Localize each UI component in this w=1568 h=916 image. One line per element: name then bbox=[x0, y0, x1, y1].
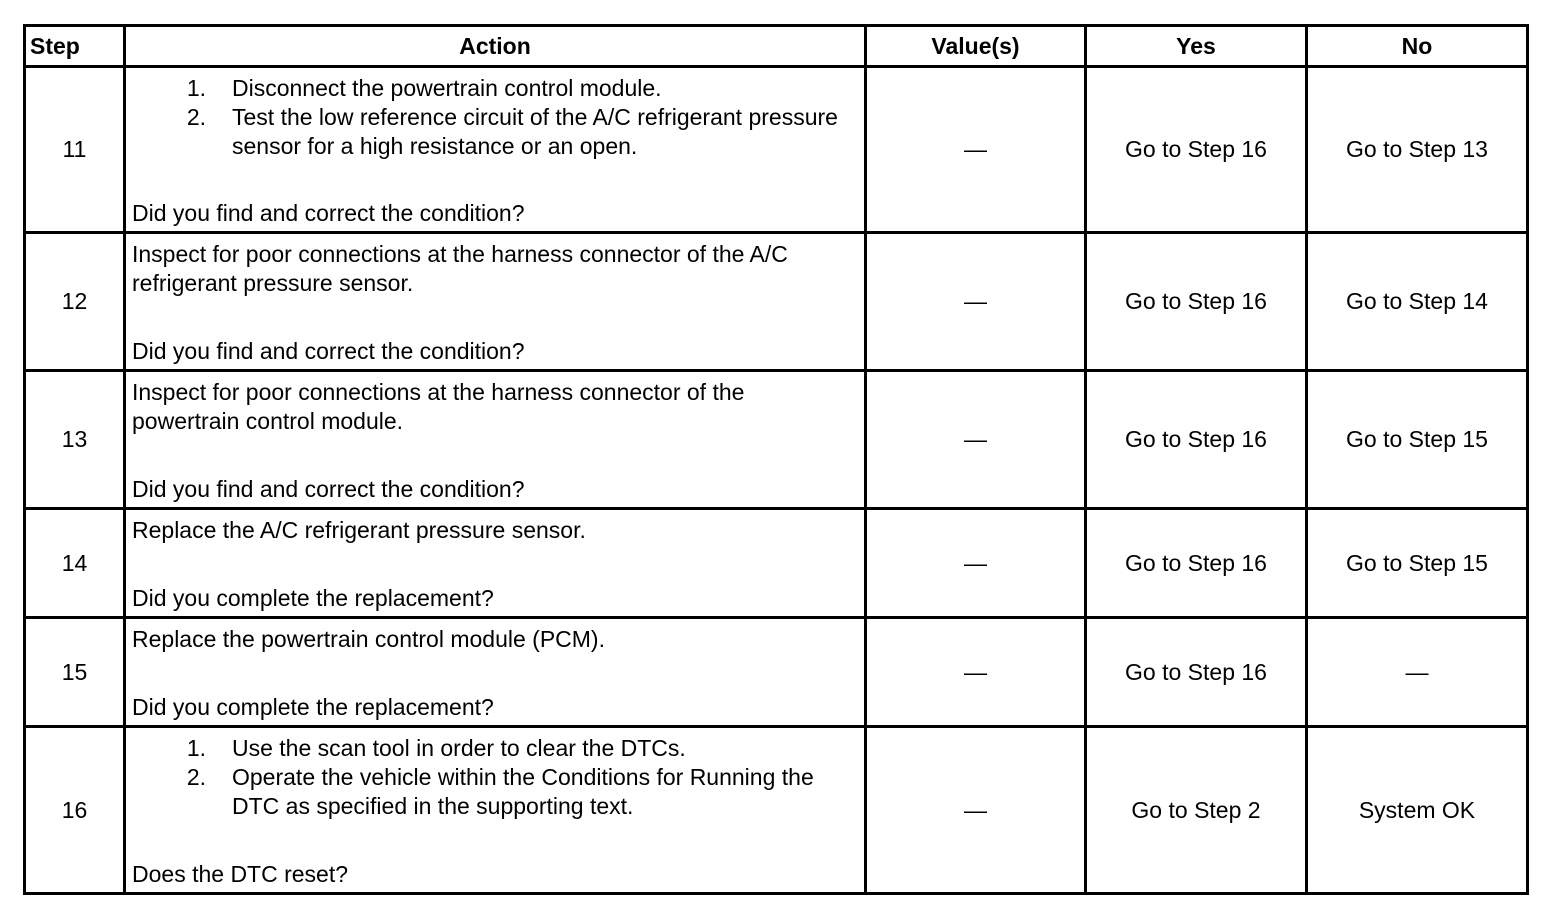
yes-cell: Go to Step 16 bbox=[1086, 67, 1307, 233]
header-action: Action bbox=[125, 26, 866, 67]
header-yes: Yes bbox=[1086, 26, 1307, 67]
step-number: 11 bbox=[25, 67, 125, 233]
list-item-number: 1. bbox=[186, 74, 206, 101]
action-text: Replace the powertrain control module (PCM). bbox=[132, 625, 605, 652]
list-item bbox=[132, 74, 864, 103]
no-cell: Go to Step 15 bbox=[1307, 509, 1528, 618]
no-cell: System OK bbox=[1307, 727, 1528, 894]
action-cell bbox=[125, 371, 866, 509]
no-cell: Go to Step 14 bbox=[1307, 233, 1528, 371]
table-row bbox=[25, 371, 1528, 509]
action-question: Did you find and correct the condition? bbox=[132, 337, 525, 364]
action-text: Inspect for poor connections at the harness connector of the powertrain control module. bbox=[132, 378, 745, 434]
value-cell: — bbox=[866, 233, 1086, 371]
value-cell: — bbox=[866, 371, 1086, 509]
table-row bbox=[25, 618, 1528, 727]
value-cell: — bbox=[866, 67, 1086, 233]
list-item-number: 2. bbox=[186, 763, 206, 790]
table-row bbox=[25, 67, 1528, 233]
step-number: 13 bbox=[25, 371, 125, 509]
action-question: Does the DTC reset? bbox=[132, 860, 349, 887]
action-text: Inspect for poor connections at the harness connector of the A/C refrigerant pressure sensor. bbox=[132, 240, 788, 296]
list-item-text: Test the low reference circuit of the A/C refrigerant pressure sensor for a high resistance or an open. bbox=[232, 103, 838, 159]
no-cell: — bbox=[1307, 618, 1528, 727]
header-step: Step bbox=[25, 26, 125, 67]
yes-cell: Go to Step 2 bbox=[1086, 727, 1307, 894]
header-no: No bbox=[1307, 26, 1528, 67]
step-number: 12 bbox=[25, 233, 125, 371]
value-cell: — bbox=[866, 727, 1086, 894]
no-cell: Go to Step 13 bbox=[1307, 67, 1528, 233]
diagnostic-table bbox=[23, 24, 1529, 895]
yes-cell: Go to Step 16 bbox=[1086, 233, 1307, 371]
yes-cell: Go to Step 16 bbox=[1086, 509, 1307, 618]
list-item bbox=[132, 763, 864, 821]
action-cell bbox=[125, 67, 866, 233]
step-number: 14 bbox=[25, 509, 125, 618]
list-item-number: 1. bbox=[186, 734, 206, 761]
step-number: 16 bbox=[25, 727, 125, 894]
header-values: Value(s) bbox=[866, 26, 1086, 67]
list-item bbox=[132, 734, 864, 763]
value-cell: — bbox=[866, 618, 1086, 727]
action-question: Did you complete the replacement? bbox=[132, 693, 494, 720]
no-cell: Go to Step 15 bbox=[1307, 371, 1528, 509]
header-row bbox=[25, 26, 1528, 67]
action-cell bbox=[125, 618, 866, 727]
list-item-text: Disconnect the powertrain control module. bbox=[232, 74, 662, 101]
list-item-text: Operate the vehicle within the Conditions for Running the DTC as specified in the supporting text. bbox=[232, 763, 814, 819]
action-cell bbox=[125, 509, 866, 618]
table-row bbox=[25, 233, 1528, 371]
list-item-number: 2. bbox=[186, 103, 206, 130]
action-question: Did you find and correct the condition? bbox=[132, 199, 525, 226]
value-cell: — bbox=[866, 509, 1086, 618]
action-cell bbox=[125, 233, 866, 371]
list-item bbox=[132, 103, 864, 161]
action-list bbox=[132, 74, 864, 161]
table-row bbox=[25, 509, 1528, 618]
list-item-text: Use the scan tool in order to clear the DTCs. bbox=[232, 734, 686, 761]
table-row bbox=[25, 727, 1528, 894]
action-text: Replace the A/C refrigerant pressure sensor. bbox=[132, 516, 586, 543]
yes-cell: Go to Step 16 bbox=[1086, 371, 1307, 509]
action-question: Did you find and correct the condition? bbox=[132, 475, 525, 502]
step-number: 15 bbox=[25, 618, 125, 727]
yes-cell: Go to Step 16 bbox=[1086, 618, 1307, 727]
action-cell bbox=[125, 727, 866, 894]
action-question: Did you complete the replacement? bbox=[132, 584, 494, 611]
action-list bbox=[132, 734, 864, 821]
